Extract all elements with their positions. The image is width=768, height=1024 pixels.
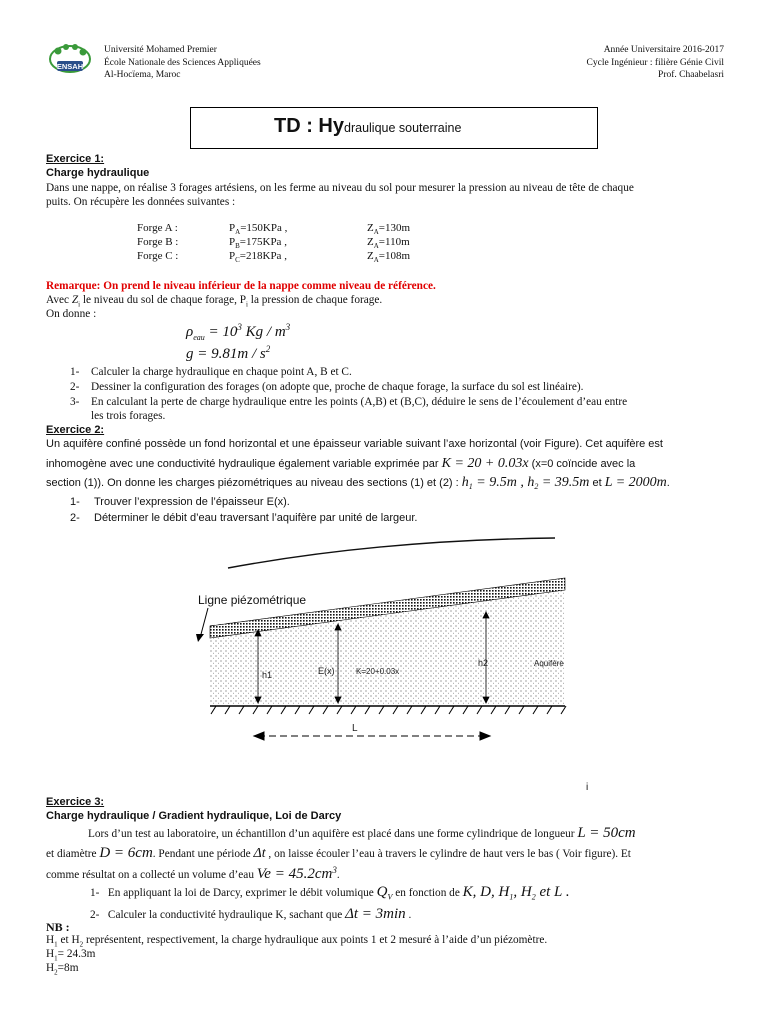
ex1-question-cont: les trois forages. [91, 410, 166, 422]
university-name: Université Mohamed Premier [104, 45, 217, 55]
ex3-h1-value: $H_1= 24.3m$ [46, 948, 96, 963]
aquifer-label: Aquifère [534, 659, 564, 668]
ex1-subheading: Charge hydraulique [46, 167, 150, 179]
ex1-heading: Exercice 1: [46, 153, 105, 165]
rho-formula: $\rho_{eau} = 10^3$ Kg / $m^3$ [186, 322, 291, 342]
ex2-question-text: Trouver l’expression de l’épaisseur E(x). [94, 496, 290, 508]
professor: Prof. Chaabelasri [658, 70, 724, 80]
ex2-question: 2- [70, 512, 80, 524]
forge-row: Forge B : $P_B=175KPa$ , $Z_A=110m$ [137, 236, 410, 251]
ex-label: E(x) [318, 666, 335, 676]
logo-graphic [48, 42, 92, 80]
h2-label: h2 [478, 658, 489, 668]
bottom-hatching [211, 706, 566, 714]
ex2-question-text: Déterminer le débit d’eau traversant l’aquifère par unité de largeur. [94, 512, 418, 524]
ex3-para-1: Lors d’un test au laboratoire, un échantillon d’un aquifère est placé dans une forme cylindrique de longueur L = 50cm [88, 825, 636, 841]
length-label: L [352, 723, 358, 734]
label-arrow-head [196, 634, 204, 642]
school-location: Al-Hocïema, Maroc [104, 70, 181, 80]
k-label: K=20+0.03x [356, 667, 400, 676]
ex1-avec: Avec $Z_i$ le niveau du sol de chaque forage, $P_i$ la pression de chaque forage. [46, 294, 383, 309]
aquifer-figure [180, 530, 600, 770]
ex3-nb-line: $H_1$ et $H_2$ représentent, respectivement, la charge hydraulique aux points 1 et 2 mesuré à l’aide d’un piézomètre. [46, 934, 548, 949]
cycle: Cycle Ingénieur : filière Génie Civil [586, 57, 724, 68]
header-right [587, 44, 724, 82]
length-dimension [254, 732, 490, 740]
label-arrow [200, 608, 208, 638]
ex2-question: 1- [70, 496, 80, 508]
ex3-question-2: 2- Calculer la conductivité hydraulique K, sachant que Δt = 3min . [90, 906, 412, 922]
ex1-question: 1- [70, 366, 80, 378]
stray-mark: i [586, 782, 589, 793]
ex2-line2: inhomogène avec une conductivité hydraulique également variable exprimée par K = 20 + 0.03x (x=0 coïncide avec la [46, 456, 636, 471]
ex3-question-1: 1- En appliquant la loi de Darcy, exprimer le débit volumique $Q_V$ en fonction de K, D, $H_1$, $H_2$ et L . [90, 884, 570, 902]
ex3-h2-value: $H_2=8m$ [46, 962, 79, 977]
ex1-remark: Remarque: On prend le niveau inférieur de la nappe comme niveau de référence. [46, 280, 436, 292]
forges-table [137, 222, 410, 265]
ex1-intro-2: puits. On récupère les données suivantes : [46, 196, 236, 208]
ex1-question-text: Calculer la charge hydraulique en chaque point A, B et C. [91, 366, 352, 378]
school-name: École Nationale des Sciences Appliquées [104, 57, 261, 68]
ex1-intro-1: Dans une nappe, on réalise 3 forages artésiens, on les ferme au niveau du sol pour mesurer la pression au niveau de tête de chaque [46, 182, 634, 194]
ex1-question-text: Dessiner la configuration des forages (on adopte que, proche de chaque forage, la surface du sol est linéaire). [91, 381, 584, 393]
ex3-subheading: Charge hydraulique / Gradient hydraulique, Loi de Darcy [46, 810, 342, 822]
h1-label: h1 [262, 670, 273, 680]
forge-row: Forge A : $P_A=150KPa$ , $Z_A=130m$ [137, 222, 411, 237]
ex2-line1: Un aquifère confiné possède un fond horizontal et une épaisseur variable suivant l’axe horizontal (voir Figure). Cet aquifère est [46, 438, 663, 450]
ex3-para-3: comme résultat on a collecté un volume d’eau $Ve = 45.2cm^3$. [46, 865, 340, 882]
ex2-line3: section (1)). On donne les charges piézométriques au niveau des sections (1) et (2) : $h_1 = 9.5m$ , $h_2 = 39.5m$ et L = 2000m. [46, 475, 670, 492]
forge-row: Forge C : $P_C=218KPa$ , $Z_A=108m$ [137, 250, 411, 265]
academic-year: Année Universitaire 2016-2017 [603, 45, 724, 55]
svg-text:ENSAH: ENSAH [56, 62, 84, 71]
page-title: TD : Hydraulique souterraine [274, 115, 462, 137]
header-left [104, 44, 261, 82]
piezometric-curve [228, 538, 555, 568]
ex3-heading: Exercice 3: [46, 796, 105, 808]
ex3-para-2: et diamètre D = 6cm. Pendant une période Δt , on laisse écouler l’eau à travers le cylindre de haut vers le bas ( Voir figure). Et [46, 845, 631, 861]
school-logo [48, 42, 92, 80]
g-formula: $g = 9.81m / s^2$ [186, 344, 271, 362]
ex1-question-text: En calculant la perte de charge hydraulique entre les points (A,B) et (B,C), déduire le sens de l’écoulement d’eau entre [91, 396, 628, 408]
ex2-heading: Exercice 2: [46, 424, 105, 436]
ex1-on-donne: On donne : [46, 308, 97, 320]
ex3-nb: NB : [46, 920, 70, 934]
ex1-question: 3- [70, 396, 80, 408]
ex1-question: 2- [70, 381, 80, 393]
piezometric-label: Ligne piézométrique [198, 593, 307, 607]
